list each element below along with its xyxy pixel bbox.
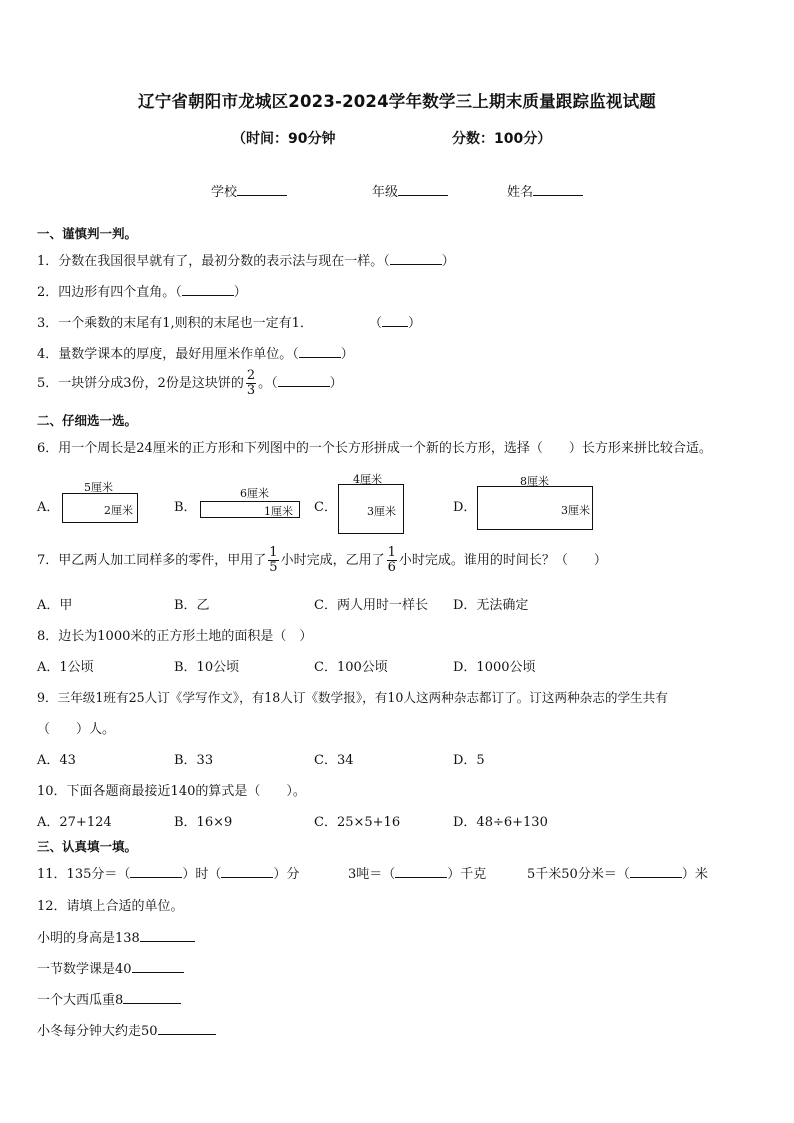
answer-blank-11-m[interactable] <box>630 865 682 878</box>
fraction-denominator: 5 <box>269 560 278 575</box>
option-8a[interactable]: A．1公顷 <box>37 660 94 675</box>
grade-blank[interactable] <box>398 183 448 196</box>
option-8b[interactable]: B．10公顷 <box>174 660 240 675</box>
option-6c-letter[interactable]: C． <box>314 500 337 515</box>
fraction-numerator: 1 <box>269 545 278 560</box>
option-7a[interactable]: A．甲 <box>37 598 73 613</box>
option-7b[interactable]: B．乙 <box>174 598 210 613</box>
option-10d[interactable]: D．48÷6+130 <box>453 815 548 830</box>
grade-field[interactable] <box>372 181 448 200</box>
question-4-text: 4．量数学课本的厚度，最好用厘米作单位。（ <box>37 347 299 362</box>
question-12-item-2 <box>37 958 184 977</box>
score-label: 分数：100分） <box>452 131 552 147</box>
answer-line-12-3[interactable] <box>123 991 181 1004</box>
rect-d-side-label: 3厘米 <box>561 504 590 517</box>
rect-b-side-label: 1厘米 <box>264 505 293 518</box>
question-12-item-3 <box>37 989 181 1008</box>
question-11-text-d: 3吨＝（ <box>348 867 396 882</box>
fraction-two-thirds <box>246 369 256 398</box>
question-12-item-4 <box>37 1020 216 1039</box>
question-11 <box>37 863 299 882</box>
question-7-text-b: 小时完成，乙用了 <box>280 553 385 568</box>
page-title: 辽宁省朝阳市龙城区2023-2024学年数学三上期末质量跟踪监视试题 <box>138 92 656 111</box>
question-5 <box>37 369 343 398</box>
open-paren: （ <box>369 316 383 331</box>
question-9-line-1: 9．三年级1班有25人订《学写作文》，有18人订《数学报》，有10人这两种杂志都订了。订这两种杂志的学生共有 <box>37 690 668 705</box>
option-7d[interactable]: D．无法确定 <box>453 598 529 613</box>
answer-line-12-2[interactable] <box>132 960 184 973</box>
close-paren: ） <box>441 254 455 269</box>
question-10: 10．下面各题商最接近140的算式是（ ）。 <box>37 784 306 799</box>
fraction-denominator: 6 <box>387 560 396 575</box>
time-label: （时间：90分钟 <box>232 131 336 147</box>
question-3 <box>37 312 313 331</box>
option-10a[interactable]: A．27+124 <box>37 815 112 830</box>
name-field[interactable] <box>507 181 583 200</box>
option-8d[interactable]: D．1000公顷 <box>453 660 536 675</box>
name-blank[interactable] <box>533 183 583 196</box>
grade-label: 年级 <box>372 185 399 200</box>
answer-line-12-1[interactable] <box>140 929 195 942</box>
option-6a-letter[interactable]: A． <box>37 500 60 515</box>
question-12-item-1 <box>37 927 195 946</box>
option-7c[interactable]: C．两人用时一样长 <box>314 598 428 613</box>
question-12-item-2-text: 一节数学课是40 <box>37 962 132 977</box>
fraction-numerator: 2 <box>246 368 256 383</box>
question-11-text-c: ）分 <box>273 867 300 882</box>
question-12-item-4-text: 小冬每分钟大约走50 <box>37 1024 158 1039</box>
rect-a-top-label: 5厘米 <box>84 481 113 494</box>
rect-c-side-label: 3厘米 <box>367 505 396 518</box>
question-3-text: 3．一个乘数的末尾有1,则积的末尾也一定有1． <box>37 316 313 331</box>
question-3-answer <box>369 312 421 331</box>
question-9-line-2: （ ）人。 <box>37 722 116 737</box>
rect-d-top-label: 8厘米 <box>520 475 549 488</box>
school-label: 学校 <box>211 185 238 200</box>
answer-blank-4[interactable] <box>299 345 341 358</box>
question-8: 8．边长为1000米的正方形土地的面积是（ ） <box>37 629 313 644</box>
question-7-text-a: 7．甲乙两人加工同样多的零件，甲用了 <box>37 553 267 568</box>
section-heading-3: 三、认真填一填。 <box>37 839 138 854</box>
question-11-tons <box>348 863 486 882</box>
answer-blank-1[interactable] <box>390 252 442 265</box>
option-9a[interactable]: A．43 <box>37 753 76 768</box>
question-2-text: 2．四边形有四个直角。（ <box>37 285 182 300</box>
fraction-numerator: 1 <box>387 545 396 560</box>
question-7 <box>37 546 607 575</box>
question-11-text-e: ）千克 <box>447 867 487 882</box>
answer-blank-11-kg[interactable] <box>395 865 447 878</box>
question-2 <box>37 281 247 300</box>
answer-blank-3[interactable] <box>382 314 408 327</box>
question-12-item-3-text: 一个大西瓜重8 <box>37 993 124 1008</box>
question-4 <box>37 343 354 362</box>
fraction-denominator: 3 <box>246 383 256 398</box>
question-1-text: 1．分数在我国很早就有了，最初分数的表示法与现在一样。（ <box>37 254 390 269</box>
answer-blank-2[interactable] <box>182 283 234 296</box>
answer-line-12-4[interactable] <box>158 1022 216 1035</box>
option-6d-letter[interactable]: D． <box>453 500 477 515</box>
question-5-text: 5．一块饼分成3份，2份是这块饼的 <box>37 376 244 391</box>
question-6: 6．用一个周长是24厘米的正方形和下列图中的一个长方形拼成一个新的长方形，选择（ ）长方形来拼比较合适。 <box>37 441 712 456</box>
option-10c[interactable]: C．25×5+16 <box>314 815 401 830</box>
question-12: 12．请填上合适的单位。 <box>37 899 184 914</box>
question-11-text-b: ）时（ <box>182 867 222 882</box>
close-paren: ） <box>340 347 354 362</box>
question-11-text-f: 5千米50分米＝（ <box>527 867 630 882</box>
option-8c[interactable]: C．100公顷 <box>314 660 388 675</box>
question-11-text-g: ）米 <box>681 867 708 882</box>
question-1 <box>37 250 455 269</box>
school-field[interactable] <box>211 181 287 200</box>
option-10b[interactable]: B．16×9 <box>174 815 233 830</box>
option-9c[interactable]: C．34 <box>314 753 354 768</box>
answer-blank-11-minutes[interactable] <box>221 865 273 878</box>
close-paren: ） <box>408 316 422 331</box>
option-9b[interactable]: B．33 <box>174 753 214 768</box>
name-label: 姓名 <box>507 185 534 200</box>
option-9d[interactable]: D．5 <box>453 753 485 768</box>
option-6b-letter[interactable]: B． <box>174 500 197 515</box>
close-paren: ） <box>329 376 343 391</box>
rect-b-top-label: 6厘米 <box>240 487 269 500</box>
question-7-text-c: 小时完成。谁用的时间长？（ ） <box>398 553 607 568</box>
rect-a-side-label: 2厘米 <box>104 504 133 517</box>
close-paren: ） <box>233 285 247 300</box>
question-5-suffix: 。（ <box>258 376 278 391</box>
question-11-text-a: 11．135分＝（ <box>37 867 131 882</box>
answer-blank-5[interactable] <box>278 374 330 387</box>
rect-c-top-label: 4厘米 <box>353 473 382 486</box>
fraction-one-fifth <box>268 546 278 575</box>
section-heading-1: 一、谨慎判一判。 <box>37 226 138 241</box>
school-blank[interactable] <box>237 183 287 196</box>
question-11-meters <box>527 863 708 882</box>
answer-blank-11-hours[interactable] <box>130 865 182 878</box>
question-12-item-1-text: 小明的身高是138 <box>37 931 140 946</box>
section-heading-2: 二、仔细选一选。 <box>37 413 138 428</box>
fraction-one-sixth <box>387 546 397 575</box>
